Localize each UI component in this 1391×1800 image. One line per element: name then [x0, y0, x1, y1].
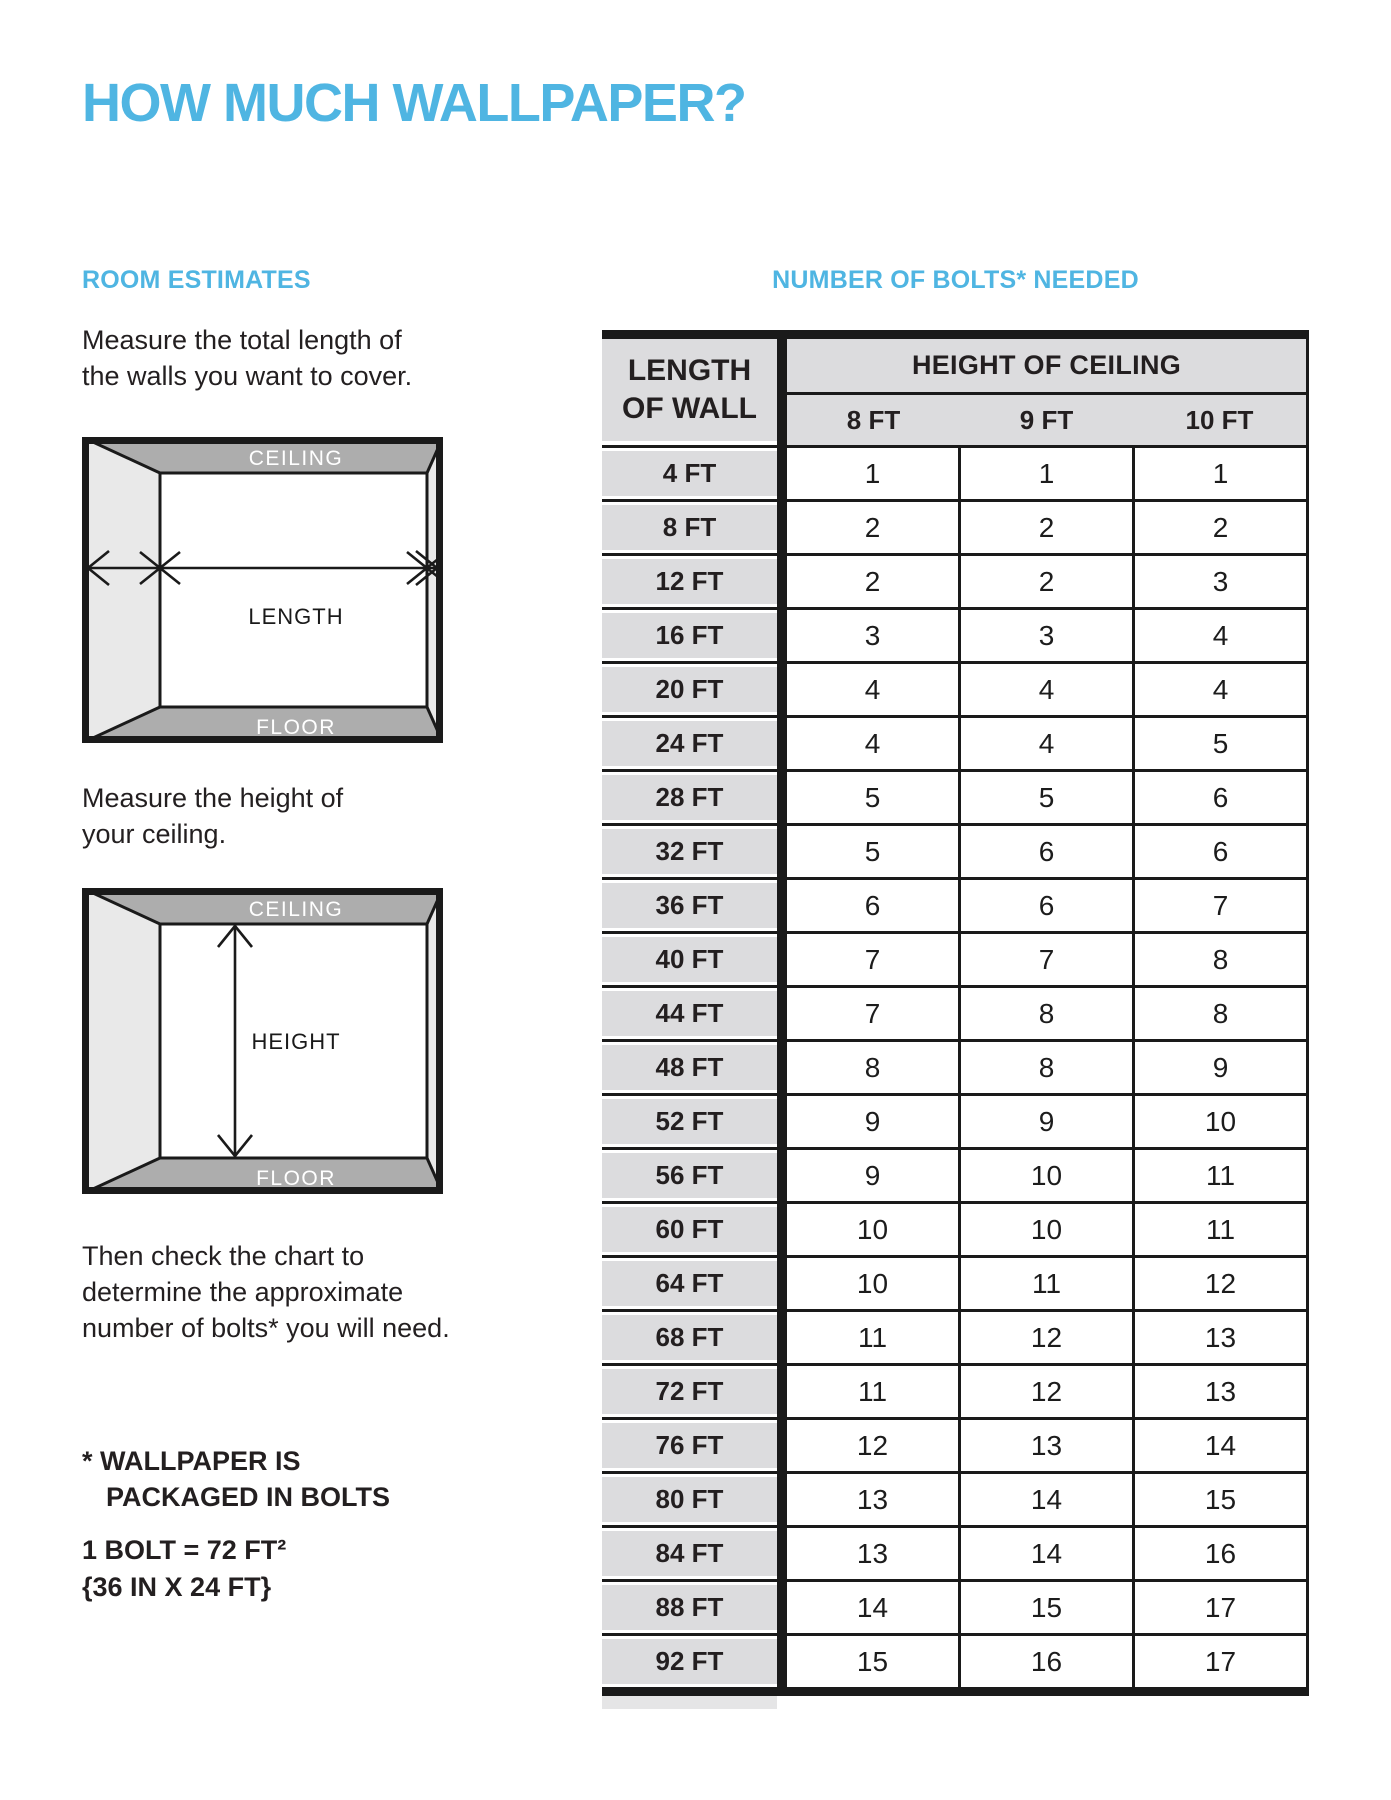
- bolt-count-cell: 13: [787, 1474, 958, 1525]
- left-wall: [82, 888, 160, 1194]
- text-line: Measure the total length of: [82, 325, 402, 355]
- row-label: 68 FT: [602, 1312, 777, 1363]
- bolt-count-cell: 16: [1132, 1528, 1309, 1579]
- table-row: [602, 934, 1309, 988]
- ceiling-height-columns: [787, 395, 1306, 445]
- bolt-count-cell: 10: [958, 1204, 1132, 1255]
- bolt-count-cell: 14: [787, 1582, 958, 1633]
- bolt-count-cell: 15: [1132, 1474, 1309, 1525]
- column-divider: [777, 826, 787, 877]
- bolt-count-cell: 2: [787, 556, 958, 607]
- table-row: [602, 718, 1309, 772]
- bolt-count-cell: 6: [787, 880, 958, 931]
- table-row: [602, 448, 1309, 502]
- room-height-diagram: [82, 888, 443, 1194]
- bolt-count-cell: 2: [787, 502, 958, 553]
- column-header: 9 FT: [1019, 404, 1074, 435]
- bolt-count-cell: 6: [958, 826, 1132, 877]
- bolt-count-cell: 2: [958, 502, 1132, 553]
- bolt-count-cell: 5: [787, 772, 958, 823]
- text-line: number of bolts* you will need.: [82, 1313, 450, 1343]
- table-row: [602, 826, 1309, 880]
- column-divider: [777, 664, 787, 715]
- bolt-count-cell: 6: [1132, 826, 1309, 877]
- table-header: [602, 339, 1309, 445]
- bolt-count-cell: 10: [958, 1150, 1132, 1201]
- row-label: 16 FT: [602, 610, 777, 661]
- bolt-count-cell: 6: [958, 880, 1132, 931]
- bolt-count-cell: 1: [958, 448, 1132, 499]
- table-row: [602, 1366, 1309, 1420]
- column-divider: [777, 610, 787, 661]
- bolt-count-cell: 11: [787, 1312, 958, 1363]
- column-divider: [777, 1420, 787, 1471]
- bolt-count-cell: 17: [1132, 1636, 1309, 1687]
- column-divider: [777, 934, 787, 985]
- table-row: [602, 1204, 1309, 1258]
- bolt-count-cell: 8: [958, 1042, 1132, 1093]
- column-divider: [777, 1474, 787, 1525]
- check-chart-text: [82, 1238, 450, 1346]
- row-label: 56 FT: [602, 1150, 777, 1201]
- bolt-count-cell: 15: [958, 1582, 1132, 1633]
- bolt-count-cell: 12: [787, 1420, 958, 1471]
- column-divider: [777, 988, 787, 1039]
- table-row: [602, 556, 1309, 610]
- bolt-count-cell: 2: [958, 556, 1132, 607]
- column-divider: [777, 502, 787, 553]
- bolt-count-cell: 1: [787, 448, 958, 499]
- column-divider: [777, 880, 787, 931]
- bolt-count-cell: 6: [1132, 772, 1309, 823]
- bolt-count-cell: 11: [787, 1366, 958, 1417]
- bolt-count-cell: 4: [1132, 610, 1309, 661]
- row-label: 44 FT: [602, 988, 777, 1039]
- column-header: 8 FT: [846, 404, 901, 435]
- length-label: LENGTH: [248, 604, 344, 629]
- bolt-count-cell: 16: [958, 1636, 1132, 1687]
- bolts-table: [602, 330, 1309, 1709]
- bolt-count-cell: 11: [958, 1258, 1132, 1309]
- column-divider: [777, 1150, 787, 1201]
- table-row: [602, 1258, 1309, 1312]
- table-row: [602, 1420, 1309, 1474]
- table-row: [602, 1096, 1309, 1150]
- room-estimates-heading: ROOM ESTIMATES: [82, 266, 311, 294]
- bolt-count-cell: 8: [787, 1042, 958, 1093]
- bolt-count-cell: 10: [787, 1258, 958, 1309]
- bolt-count-cell: 14: [958, 1528, 1132, 1579]
- back-wall: [160, 473, 427, 707]
- bolt-count-cell: 4: [787, 664, 958, 715]
- row-label: 88 FT: [602, 1582, 777, 1633]
- text-line: 1 BOLT = 72 FT²: [82, 1535, 287, 1565]
- column-divider: [777, 1636, 787, 1687]
- bolt-count-cell: 13: [787, 1528, 958, 1579]
- measure-height-text: [82, 780, 343, 852]
- text-line: Measure the height of: [82, 783, 344, 813]
- column-divider: [777, 718, 787, 769]
- bolt-count-cell: 5: [1132, 718, 1309, 769]
- table-row: [602, 772, 1309, 826]
- bolt-count-cell: 5: [787, 826, 958, 877]
- column-divider: [777, 1042, 787, 1093]
- column-divider: [777, 339, 787, 445]
- bolt-count-cell: 13: [958, 1420, 1132, 1471]
- text-line: Then check the chart to: [82, 1241, 365, 1271]
- bolt-count-cell: 3: [787, 610, 958, 661]
- text-line: the walls you want to cover.: [82, 361, 413, 391]
- row-header-line: OF WALL: [622, 392, 757, 425]
- table-body: [602, 448, 1309, 1687]
- bolt-count-cell: 8: [958, 988, 1132, 1039]
- height-label: HEIGHT: [251, 1029, 341, 1054]
- bolt-count-cell: 2: [1132, 502, 1309, 553]
- table-row: [602, 1042, 1309, 1096]
- text-line: {36 IN X 24 FT}: [82, 1572, 272, 1602]
- table-row: [602, 1636, 1309, 1687]
- table-row: [602, 1528, 1309, 1582]
- bolt-count-cell: 1: [1132, 448, 1309, 499]
- bolt-size-info: [82, 1532, 286, 1606]
- bolt-count-cell: 7: [958, 934, 1132, 985]
- left-wall: [82, 437, 160, 743]
- row-label: 8 FT: [602, 502, 777, 553]
- row-header-line: LENGTH: [627, 354, 752, 387]
- table-bottom-border: [602, 1687, 1309, 1696]
- column-divider: [777, 1582, 787, 1633]
- bolt-count-cell: 4: [958, 718, 1132, 769]
- column-divider: [777, 448, 787, 499]
- row-label: 64 FT: [602, 1258, 777, 1309]
- bolt-count-cell: 10: [787, 1204, 958, 1255]
- bolt-count-cell: 14: [1132, 1420, 1309, 1471]
- table-bottom-tab: [602, 1696, 777, 1709]
- column-divider: [777, 1312, 787, 1363]
- table-row: [602, 664, 1309, 718]
- bolt-count-cell: 9: [787, 1096, 958, 1147]
- bolt-count-cell: 11: [1132, 1204, 1309, 1255]
- table-row: [602, 1312, 1309, 1366]
- column-divider: [777, 556, 787, 607]
- row-label: 32 FT: [602, 826, 777, 877]
- row-label: 24 FT: [602, 718, 777, 769]
- room-length-diagram: [82, 437, 443, 743]
- bolt-count-cell: 9: [1132, 1042, 1309, 1093]
- bolt-count-cell: 11: [1132, 1150, 1309, 1201]
- height-of-ceiling-header: HEIGHT OF CEILING: [787, 339, 1306, 395]
- bolt-count-cell: 13: [1132, 1366, 1309, 1417]
- row-label: 40 FT: [602, 934, 777, 985]
- table-row: [602, 1582, 1309, 1636]
- text-line: your ceiling.: [82, 819, 227, 849]
- bolt-count-cell: 14: [958, 1474, 1132, 1525]
- row-label: 48 FT: [602, 1042, 777, 1093]
- bolt-count-cell: 12: [1132, 1258, 1309, 1309]
- table-top-border: [602, 330, 1309, 339]
- ceiling-label: CEILING: [248, 898, 344, 921]
- bolt-count-cell: 8: [1132, 988, 1309, 1039]
- row-label: 52 FT: [602, 1096, 777, 1147]
- column-divider: [777, 1096, 787, 1147]
- bolt-count-cell: 3: [958, 610, 1132, 661]
- row-header-cell: [602, 339, 777, 445]
- column-divider: [777, 1366, 787, 1417]
- text-line: determine the approximate: [82, 1277, 404, 1307]
- text-line: PACKAGED IN BOLTS: [106, 1482, 391, 1512]
- bolt-count-cell: 4: [1132, 664, 1309, 715]
- bolt-count-cell: 5: [958, 772, 1132, 823]
- row-label: 12 FT: [602, 556, 777, 607]
- ceiling-label: CEILING: [248, 447, 344, 470]
- column-divider: [777, 1258, 787, 1309]
- bolt-count-cell: 12: [958, 1312, 1132, 1363]
- floor-label: FLOOR: [256, 716, 336, 739]
- row-label: 28 FT: [602, 772, 777, 823]
- row-label: 76 FT: [602, 1420, 777, 1471]
- table-row: [602, 1150, 1309, 1204]
- bolt-count-cell: 10: [1132, 1096, 1309, 1147]
- table-row: [602, 880, 1309, 934]
- bolt-count-cell: 8: [1132, 934, 1309, 985]
- row-label: 36 FT: [602, 880, 777, 931]
- row-label: 72 FT: [602, 1366, 777, 1417]
- floor-label: FLOOR: [256, 1167, 336, 1190]
- table-row: [602, 502, 1309, 556]
- column-divider: [777, 772, 787, 823]
- bolt-count-cell: 7: [1132, 880, 1309, 931]
- row-label: 92 FT: [602, 1636, 777, 1687]
- table-row: [602, 988, 1309, 1042]
- row-label: 60 FT: [602, 1204, 777, 1255]
- bolt-count-cell: 9: [958, 1096, 1132, 1147]
- table-row: [602, 610, 1309, 664]
- bolt-count-cell: 4: [958, 664, 1132, 715]
- bolt-count-cell: 7: [787, 988, 958, 1039]
- measure-length-text: [82, 322, 412, 394]
- row-label: 84 FT: [602, 1528, 777, 1579]
- bolt-count-cell: 7: [787, 934, 958, 985]
- bolt-count-cell: 12: [958, 1366, 1132, 1417]
- bolts-needed-heading: NUMBER OF BOLTS* NEEDED: [772, 266, 1139, 294]
- bolt-count-cell: 4: [787, 718, 958, 769]
- row-label: 80 FT: [602, 1474, 777, 1525]
- bolts-footnote: [82, 1443, 390, 1515]
- row-label: 4 FT: [602, 448, 777, 499]
- row-label: 20 FT: [602, 664, 777, 715]
- page-title: HOW MUCH WALLPAPER?: [82, 73, 746, 133]
- bolt-count-cell: 9: [787, 1150, 958, 1201]
- text-line: * WALLPAPER IS: [82, 1446, 301, 1476]
- column-header: 10 FT: [1185, 404, 1254, 435]
- bolt-count-cell: 17: [1132, 1582, 1309, 1633]
- bolt-count-cell: 13: [1132, 1312, 1309, 1363]
- table-row: [602, 1474, 1309, 1528]
- column-divider: [777, 1528, 787, 1579]
- column-divider: [777, 1204, 787, 1255]
- bolt-count-cell: 3: [1132, 556, 1309, 607]
- bolt-count-cell: 15: [787, 1636, 958, 1687]
